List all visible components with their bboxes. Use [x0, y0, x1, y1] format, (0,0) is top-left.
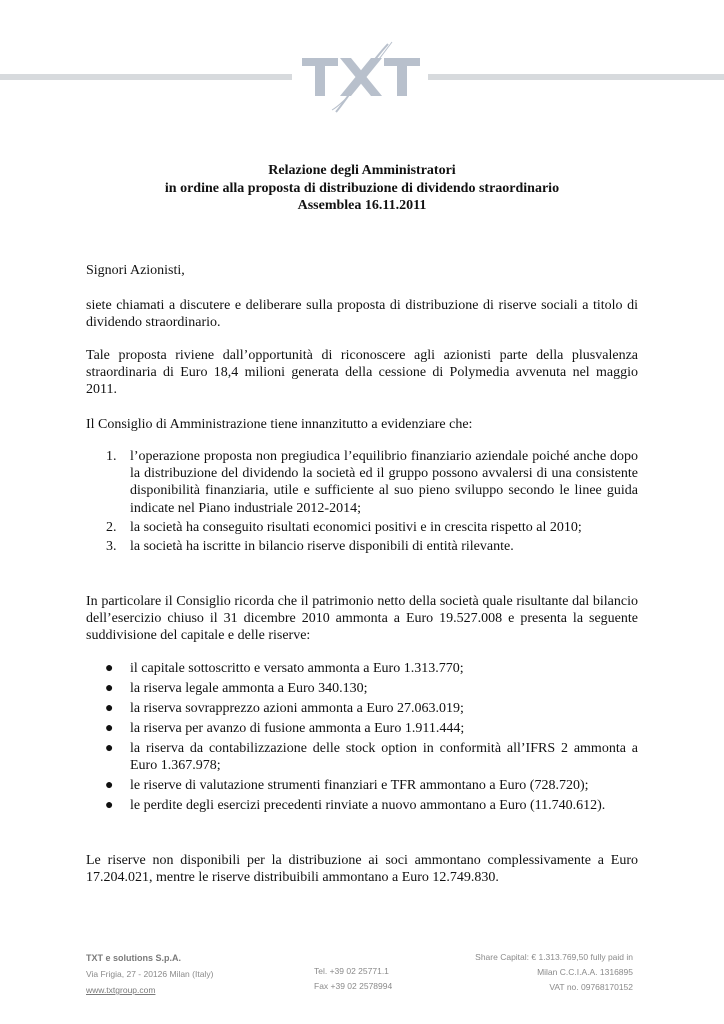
bullet-icon: ● — [105, 741, 114, 756]
bullet-icon: ● — [105, 701, 114, 716]
paragraph-4: In particolare il Consiglio ricorda che il patrimonio netto della società quale risultante dal bilancio dell’esercizio chiuso il 31 dicembre 2010 ammonta a Euro 19.527.008 e presenta la seguente suddivisione del capitale e delle riserve: — [86, 594, 638, 644]
company-address: Via Frigia, 27 - 20126 Milan (Italy) — [86, 969, 214, 979]
list-number: 2. — [106, 519, 117, 535]
header-band-left — [0, 74, 292, 80]
numbered-list — [86, 448, 638, 557]
bullet-icon: ● — [105, 798, 114, 814]
footer — [0, 944, 724, 1004]
bullet-icon: ● — [105, 721, 114, 736]
paragraph-5: Le riserve non disponibili per la distribuzione ai soci ammontano complessivamente a Euro 17.204.021, mentre le riserve distribuibili ammontano a Euro 12.749.830. — [86, 853, 638, 886]
list-item-text: la riserva legale ammonta a Euro 340.130; — [130, 681, 368, 696]
paragraph-2: Tale proposta riviene dall’opportunità di riconoscere agli azionisti parte della plusvalenza straordinaria di Euro 18,4 milioni generata della cessione di Polymedia avvenuta nel maggio 2011. — [86, 348, 638, 398]
share-capital: Share Capital: € 1.313.769,50 fully paid in — [475, 952, 633, 962]
list-item — [86, 777, 638, 794]
list-item-text: le perdite degli esercizi precedenti rinviate a nuovo ammontano a Euro (11.740.612). — [130, 798, 606, 814]
bullet-icon: ● — [105, 681, 114, 696]
footer-contact-block — [314, 964, 392, 994]
bullet-icon: ● — [105, 661, 114, 676]
list-item — [86, 700, 638, 717]
header-band-right — [428, 74, 724, 80]
list-item-text: la riserva da contabilizzazione delle stock option in conformità all’IFRS 2 ammonta a Euro 1.367.978; — [130, 741, 638, 774]
list-item — [86, 740, 638, 774]
document-title — [0, 162, 724, 215]
fax-number: Fax +39 02 2578994 — [314, 981, 393, 991]
footer-company-block — [86, 950, 213, 998]
list-item — [86, 680, 638, 697]
bullet-list — [86, 660, 638, 817]
list-item — [86, 448, 638, 517]
paragraph-3: Il Consiglio di Amministrazione tiene innanzitutto a evidenziare che: — [86, 417, 473, 432]
phone-number: Tel. +39 02 25771.1 — [314, 966, 389, 976]
list-item — [86, 797, 638, 814]
list-number: 1. — [106, 449, 117, 464]
website-link[interactable]: www.txtgroup.com — [86, 985, 156, 995]
list-item-text: la società ha conseguito risultati economici positivi e in crescita rispetto al 2010; — [130, 519, 582, 535]
title-line-3: Assemblea 16.11.2011 — [297, 198, 427, 213]
paragraph-1: siete chiamati a discutere e deliberare sulla proposta di distribuzione di riserve sociali a titolo di dividendo straordinario. — [86, 298, 638, 331]
list-item-text: la riserva per avanzo di fusione ammonta a Euro 1.911.444; — [130, 721, 465, 736]
list-item-text: le riserve di valutazione strumenti finanziari e TFR ammontano a Euro (728.720); — [130, 778, 589, 794]
title-line-1: Relazione degli Amministratori — [268, 163, 456, 178]
vat-number: VAT no. 09768170152 — [549, 982, 633, 992]
txt-logo — [296, 38, 426, 116]
title-line-2: in ordine alla proposta di distribuzione di dividendo straordinario — [164, 180, 560, 196]
list-item-text: l’operazione proposta non pregiudica l’equilibrio finanziario aziendale poiché anche dopo la distribuzione del dividendo la società ed il gruppo possono avvalersi di una consistente disponibilità finanziaria, utile e sufficiente al suo pieno sviluppo secondo le linee guida indicate nel Piano industriale 2012-2014; — [130, 449, 638, 516]
salutation: Signori Azionisti, — [86, 263, 185, 278]
list-item — [86, 519, 638, 536]
list-item-text: la società ha iscritte in bilancio riserve disponibili di entità rilevante. — [130, 539, 514, 555]
cciaa-number: Milan C.C.I.A.A. 1316895 — [537, 967, 633, 977]
list-item — [86, 538, 638, 555]
footer-legal-block — [475, 950, 633, 995]
list-number: 3. — [106, 539, 117, 555]
list-item-text: la riserva sovrapprezzo azioni ammonta a Euro 27.063.019; — [130, 701, 464, 716]
list-item — [86, 720, 638, 737]
list-item — [86, 660, 638, 677]
bullet-icon: ● — [105, 778, 114, 794]
list-item-text: il capitale sottoscritto e versato ammonta a Euro 1.313.770; — [130, 661, 464, 676]
company-name: TXT e solutions S.p.A. — [86, 953, 182, 963]
